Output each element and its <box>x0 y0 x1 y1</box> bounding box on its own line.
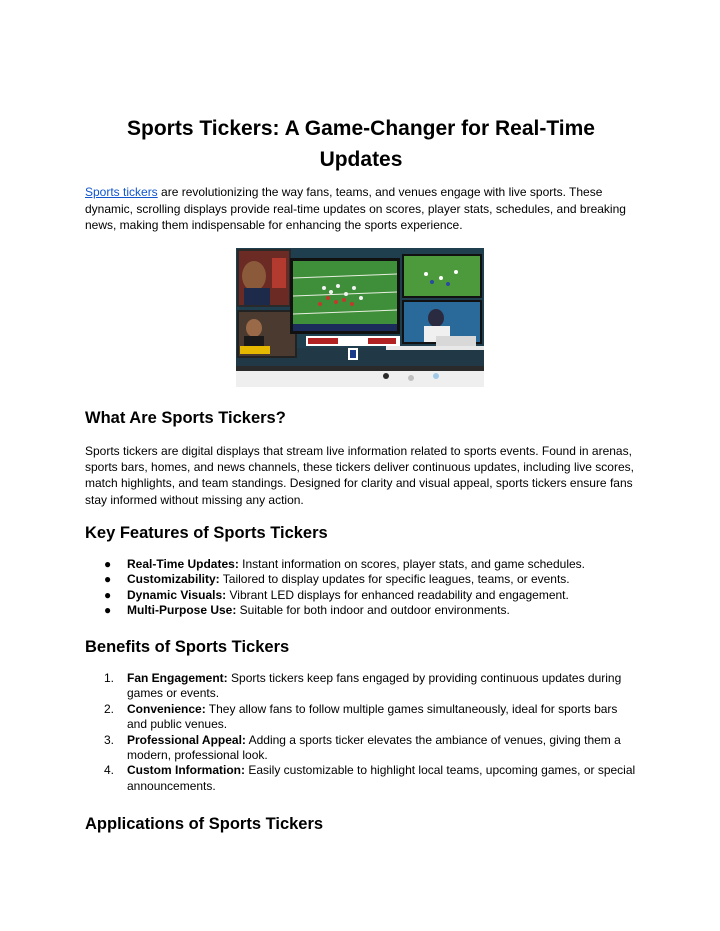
page-title: Sports Tickers: A Game-Changer for Real-Time Updates <box>127 117 595 171</box>
bullet-icon: ● <box>104 572 112 587</box>
bullet-icon: ● <box>104 603 112 618</box>
list-item: ● Customizability: Tailored to display updates for specific leagues, teams, or events. <box>104 572 570 587</box>
list-item: ● Dynamic Visuals: Vibrant LED displays for enhanced readability and engagement. <box>104 587 569 602</box>
list-item: 3. Professional Appeal: Adding a sports ticker elevates the ambiance of venues, giving them a modern, professional look. <box>104 732 621 763</box>
intro-paragraph <box>85 184 637 234</box>
sports-tickers-link[interactable]: Sports tickers <box>85 185 158 199</box>
list-item: 4. Custom Information: Easily customizable to highlight local teams, upcoming games, or special announcements. <box>104 763 636 793</box>
list-item: 1. Fan Engagement: Sports tickers keep fans engaged by providing continuous updates during games or events. <box>104 671 622 701</box>
benefits-list <box>85 671 637 794</box>
bullet-icon: ● <box>104 557 112 571</box>
list-item: ● Multi-Purpose Use: Suitable for both indoor and outdoor environments. <box>104 603 510 618</box>
features-list <box>85 557 637 619</box>
heading-applications: Applications of Sports Tickers <box>85 815 324 833</box>
heading-what-are-sports-tickers: What Are Sports Tickers? <box>85 409 286 427</box>
intro-text: are revolutionizing the way fans, teams, and venues engage with live sports. These dynamic, scrolling displays provide real-time updates on scores, player stats, schedules, and breaking news, making them indispensable for enhancing the sports experience. <box>85 185 626 232</box>
list-item: 2. Convenience: They allow fans to follow multiple games simultaneously, ideal for sports bars and public venues. <box>104 701 618 732</box>
heading-key-features: Key Features of Sports Tickers <box>85 524 328 542</box>
bullet-icon: ● <box>104 587 112 602</box>
list-item: ● Real-Time Updates: Instant information on scores, player stats, and game schedules. <box>104 557 585 571</box>
sports-screens-image <box>236 248 484 387</box>
heading-benefits: Benefits of Sports Tickers <box>85 638 290 656</box>
what-paragraph: Sports tickers are digital displays that stream live information related to sports events. Found in arenas, sports bars, homes, and news channels, these tickers deliver continuous updates, including live scores, match highlights, and team standings. Designed for clarity and visual appeal, sports tickers ensure fans stay informed without missing any action. <box>85 444 634 507</box>
